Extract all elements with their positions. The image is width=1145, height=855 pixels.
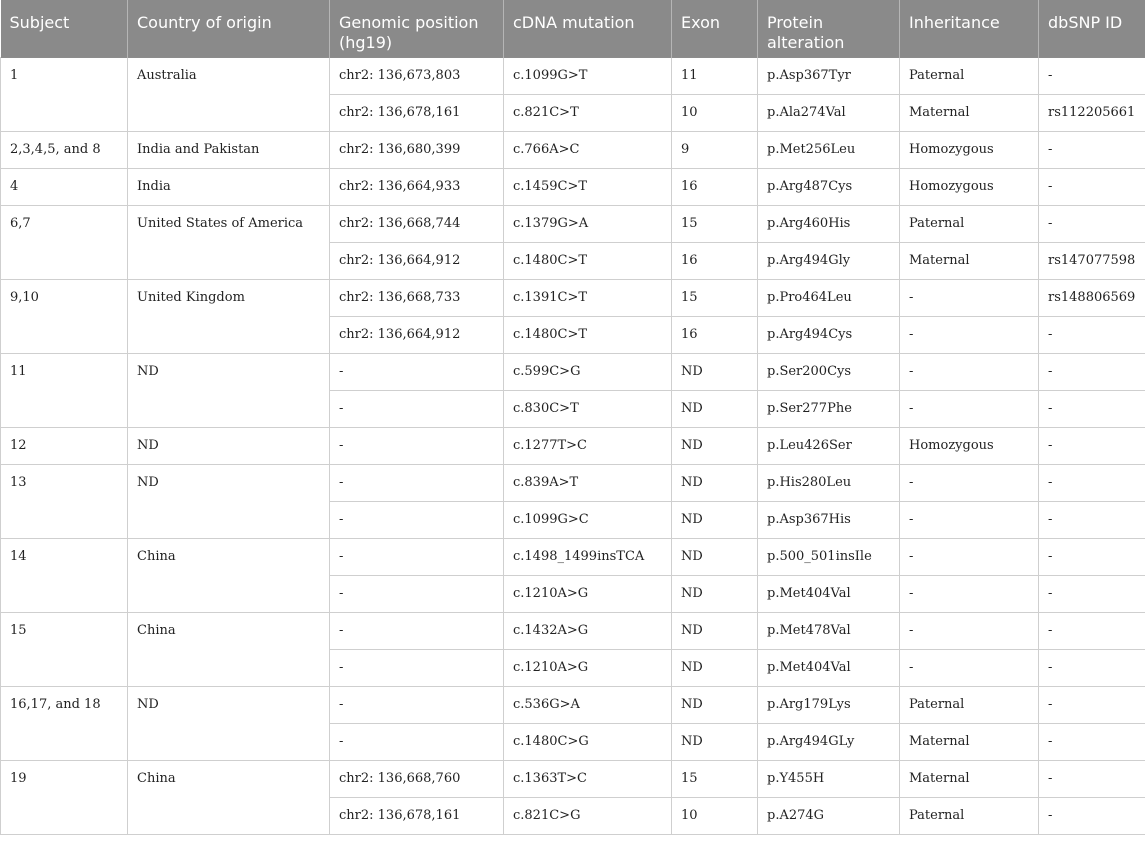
cell-protein-alteration: p.Ser277Phe <box>758 390 900 427</box>
table-row <box>1 612 1145 649</box>
cell-cdna-mutation: c.821C>T <box>504 94 672 131</box>
cell-exon: ND <box>672 501 758 538</box>
cell-exon: ND <box>672 686 758 723</box>
cell-protein-alteration: p.Met478Val <box>758 612 900 649</box>
table-row <box>1 131 1145 168</box>
cell-genomic-position: - <box>330 686 504 723</box>
cell-cdna-mutation: c.1480C>G <box>504 723 672 760</box>
header-subject: Subject <box>1 0 128 57</box>
cell-inheritance: Maternal <box>900 94 1039 131</box>
cell-inheritance: Maternal <box>900 723 1039 760</box>
cell-inheritance: - <box>900 316 1039 353</box>
cell-dbsnp-id: - <box>1039 427 1145 464</box>
cell-genomic-position: chr2: 136,668,760 <box>330 760 504 797</box>
cell-inheritance: - <box>900 279 1039 316</box>
cell-dbsnp-id: - <box>1039 797 1145 834</box>
cell-inheritance: Paternal <box>900 205 1039 242</box>
cell-exon: 15 <box>672 279 758 316</box>
cell-exon: ND <box>672 575 758 612</box>
cell-exon: 11 <box>672 57 758 94</box>
cell-cdna-mutation: c.1099G>T <box>504 57 672 94</box>
cell-dbsnp-id: - <box>1039 353 1145 390</box>
cell-protein-alteration: p.Arg494Gly <box>758 242 900 279</box>
cell-dbsnp-id: - <box>1039 575 1145 612</box>
cell-genomic-position: chr2: 136,680,399 <box>330 131 504 168</box>
table-row <box>1 538 1145 575</box>
cell-protein-alteration: p.Arg494GLy <box>758 723 900 760</box>
cell-dbsnp-id: rs148806569 <box>1039 279 1145 316</box>
cell-protein-alteration: p.Arg460His <box>758 205 900 242</box>
cell-inheritance: Paternal <box>900 686 1039 723</box>
cell-protein-alteration: p.Arg494Cys <box>758 316 900 353</box>
cell-inheritance: - <box>900 501 1039 538</box>
cell-protein-alteration: p.Ala274Val <box>758 94 900 131</box>
cell-country: United Kingdom <box>128 279 330 353</box>
cell-country: China <box>128 538 330 612</box>
cell-genomic-position: - <box>330 427 504 464</box>
cell-subject: 4 <box>1 168 128 205</box>
cell-inheritance: - <box>900 649 1039 686</box>
header-country: Country of origin <box>128 0 330 57</box>
cell-exon: ND <box>672 612 758 649</box>
cell-cdna-mutation: c.1379G>A <box>504 205 672 242</box>
cell-exon: 10 <box>672 797 758 834</box>
cell-genomic-position: chr2: 136,664,912 <box>330 316 504 353</box>
header-exon: Exon <box>672 0 758 57</box>
cell-cdna-mutation: c.1391C>T <box>504 279 672 316</box>
cell-inheritance: - <box>900 612 1039 649</box>
cell-genomic-position: chr2: 136,678,161 <box>330 797 504 834</box>
table-row <box>1 427 1145 464</box>
cell-genomic-position: - <box>330 501 504 538</box>
cell-country: India and Pakistan <box>128 131 330 168</box>
cell-genomic-position: - <box>330 612 504 649</box>
cell-inheritance: Paternal <box>900 57 1039 94</box>
cell-cdna-mutation: c.1480C>T <box>504 242 672 279</box>
cell-dbsnp-id: - <box>1039 316 1145 353</box>
cell-protein-alteration: p.His280Leu <box>758 464 900 501</box>
header-row <box>1 0 1145 57</box>
cell-genomic-position: chr2: 136,664,912 <box>330 242 504 279</box>
cell-genomic-position: - <box>330 464 504 501</box>
cell-exon: 16 <box>672 242 758 279</box>
cell-subject: 15 <box>1 612 128 686</box>
table-row <box>1 353 1145 390</box>
cell-exon: 10 <box>672 94 758 131</box>
cell-cdna-mutation: c.1432A>G <box>504 612 672 649</box>
cell-subject: 19 <box>1 760 128 834</box>
cell-exon: 16 <box>672 168 758 205</box>
cell-cdna-mutation: c.1099G>C <box>504 501 672 538</box>
cell-genomic-position: - <box>330 575 504 612</box>
cell-protein-alteration: p.Leu426Ser <box>758 427 900 464</box>
cell-dbsnp-id: - <box>1039 205 1145 242</box>
cell-country: China <box>128 760 330 834</box>
cell-exon: ND <box>672 538 758 575</box>
cell-genomic-position: - <box>330 353 504 390</box>
cell-cdna-mutation: c.1498_1499insTCA <box>504 538 672 575</box>
cell-subject: 11 <box>1 353 128 427</box>
cell-subject: 9,10 <box>1 279 128 353</box>
cell-subject: 13 <box>1 464 128 538</box>
cell-dbsnp-id: rs112205661 <box>1039 94 1145 131</box>
cell-protein-alteration: p.Arg487Cys <box>758 168 900 205</box>
cell-protein-alteration: p.Met404Val <box>758 649 900 686</box>
cell-genomic-position: - <box>330 649 504 686</box>
cell-dbsnp-id: - <box>1039 686 1145 723</box>
cell-protein-alteration: p.Arg179Lys <box>758 686 900 723</box>
cell-country: United States of America <box>128 205 330 279</box>
cell-inheritance: - <box>900 390 1039 427</box>
cell-dbsnp-id: - <box>1039 131 1145 168</box>
cell-genomic-position: chr2: 136,668,744 <box>330 205 504 242</box>
cell-cdna-mutation: c.1480C>T <box>504 316 672 353</box>
cell-cdna-mutation: c.1363T>C <box>504 760 672 797</box>
cell-inheritance: Maternal <box>900 760 1039 797</box>
cell-dbsnp-id: - <box>1039 760 1145 797</box>
table-row <box>1 760 1145 797</box>
cell-inheritance: - <box>900 353 1039 390</box>
cell-cdna-mutation: c.839A>T <box>504 464 672 501</box>
cell-exon: 16 <box>672 316 758 353</box>
header-dbsnp-id: dbSNP ID <box>1039 0 1145 57</box>
cell-protein-alteration: p.Met256Leu <box>758 131 900 168</box>
cell-exon: ND <box>672 649 758 686</box>
cell-dbsnp-id: - <box>1039 168 1145 205</box>
cell-cdna-mutation: c.821C>G <box>504 797 672 834</box>
cell-cdna-mutation: c.766A>C <box>504 131 672 168</box>
table-row <box>1 686 1145 723</box>
table-row <box>1 464 1145 501</box>
cell-country: India <box>128 168 330 205</box>
cell-cdna-mutation: c.1277T>C <box>504 427 672 464</box>
cell-cdna-mutation: c.1459C>T <box>504 168 672 205</box>
cell-protein-alteration: p.Asp367His <box>758 501 900 538</box>
cell-inheritance: Maternal <box>900 242 1039 279</box>
table-row <box>1 57 1145 94</box>
cell-exon: ND <box>672 723 758 760</box>
cell-dbsnp-id: rs147077598 <box>1039 242 1145 279</box>
cell-country: ND <box>128 427 330 464</box>
cell-inheritance: - <box>900 575 1039 612</box>
header-inheritance: Inheritance <box>900 0 1039 57</box>
cell-dbsnp-id: - <box>1039 57 1145 94</box>
cell-cdna-mutation: c.536G>A <box>504 686 672 723</box>
cell-subject: 12 <box>1 427 128 464</box>
cell-subject: 14 <box>1 538 128 612</box>
header-protein-alteration: Protein alteration <box>758 0 900 57</box>
header-cdna-mutation: cDNA mutation <box>504 0 672 57</box>
cell-dbsnp-id: - <box>1039 538 1145 575</box>
cell-country: Australia <box>128 57 330 131</box>
cell-genomic-position: - <box>330 390 504 427</box>
cell-genomic-position: - <box>330 723 504 760</box>
cell-genomic-position: chr2: 136,678,161 <box>330 94 504 131</box>
cell-dbsnp-id: - <box>1039 390 1145 427</box>
cell-exon: 9 <box>672 131 758 168</box>
cell-subject: 16,17, and 18 <box>1 686 128 760</box>
cell-cdna-mutation: c.830C>T <box>504 390 672 427</box>
cell-dbsnp-id: - <box>1039 723 1145 760</box>
cell-protein-alteration: p.Y455H <box>758 760 900 797</box>
cell-subject: 1 <box>1 57 128 131</box>
cell-subject: 6,7 <box>1 205 128 279</box>
cell-exon: 15 <box>672 205 758 242</box>
cell-exon: ND <box>672 464 758 501</box>
cell-cdna-mutation: c.599C>G <box>504 353 672 390</box>
cell-exon: 15 <box>672 760 758 797</box>
cell-exon: ND <box>672 427 758 464</box>
cell-protein-alteration: p.Met404Val <box>758 575 900 612</box>
cell-genomic-position: chr2: 136,668,733 <box>330 279 504 316</box>
cell-inheritance: Homozygous <box>900 168 1039 205</box>
table-row <box>1 279 1145 316</box>
cell-subject: 2,3,4,5, and 8 <box>1 131 128 168</box>
cell-inheritance: Homozygous <box>900 427 1039 464</box>
cell-country: ND <box>128 353 330 427</box>
table-row <box>1 205 1145 242</box>
cell-protein-alteration: p.Asp367Tyr <box>758 57 900 94</box>
cell-country: ND <box>128 686 330 760</box>
cell-protein-alteration: p.Pro464Leu <box>758 279 900 316</box>
cell-protein-alteration: p.Ser200Cys <box>758 353 900 390</box>
cell-dbsnp-id: - <box>1039 464 1145 501</box>
cell-inheritance: - <box>900 538 1039 575</box>
table-row <box>1 168 1145 205</box>
table-body <box>1 57 1145 834</box>
cell-genomic-position: - <box>330 538 504 575</box>
cell-dbsnp-id: - <box>1039 649 1145 686</box>
cell-country: ND <box>128 464 330 538</box>
cell-dbsnp-id: - <box>1039 612 1145 649</box>
cell-inheritance: Paternal <box>900 797 1039 834</box>
cell-country: China <box>128 612 330 686</box>
cell-protein-alteration: p.500_501insIle <box>758 538 900 575</box>
cell-exon: ND <box>672 390 758 427</box>
cell-cdna-mutation: c.1210A>G <box>504 649 672 686</box>
cell-cdna-mutation: c.1210A>G <box>504 575 672 612</box>
cell-protein-alteration: p.A274G <box>758 797 900 834</box>
cell-exon: ND <box>672 353 758 390</box>
cell-genomic-position: chr2: 136,664,933 <box>330 168 504 205</box>
cell-inheritance: - <box>900 464 1039 501</box>
header-genomic-position: Genomic position (hg19) <box>330 0 504 57</box>
cell-inheritance: Homozygous <box>900 131 1039 168</box>
cell-dbsnp-id: - <box>1039 501 1145 538</box>
cell-genomic-position: chr2: 136,673,803 <box>330 57 504 94</box>
